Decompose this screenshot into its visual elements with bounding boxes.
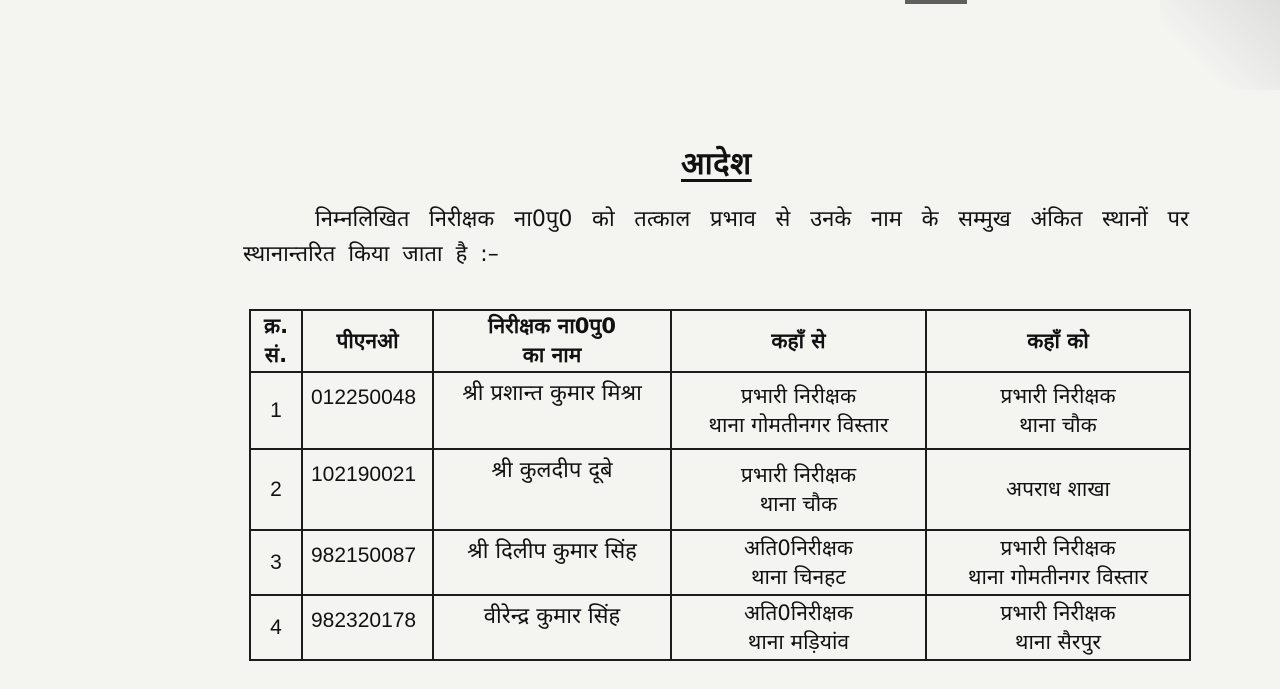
- cell-serial-number: 4: [250, 595, 302, 660]
- transfer-table: [249, 309, 1191, 661]
- header-pno: पीएनओ: [302, 310, 433, 372]
- cell-from: [671, 595, 926, 660]
- cell-to-line-1: प्रभारी निरीक्षक: [1000, 535, 1116, 560]
- cell-from-line-1: प्रभारी निरीक्षक: [740, 462, 857, 487]
- scan-shadow: [1160, 0, 1280, 90]
- cell-from: [671, 372, 926, 449]
- cell-to-line-1: अपराध शाखा: [1006, 477, 1110, 501]
- header-serial-line-1: क्र.: [263, 314, 289, 338]
- table-row: [250, 595, 1190, 660]
- cell-serial-number: 2: [250, 449, 302, 530]
- cell-inspector-name: श्री दिलीप कुमार सिंह: [433, 530, 671, 595]
- cell-from: [671, 530, 926, 595]
- cell-inspector-name: वीरेन्द्र कुमार सिंह: [433, 595, 671, 660]
- cell-from-line-1: अति0निरीक्षक: [743, 600, 854, 625]
- header-name-line-2: का नाम: [522, 343, 582, 367]
- cell-from-line-2: थाना गोमतीनगर विस्तार: [708, 412, 889, 437]
- header-to: कहाँ को: [926, 310, 1190, 372]
- cell-from: [671, 449, 926, 530]
- cell-pno: 982150087: [302, 530, 433, 595]
- cell-to-line-1: प्रभारी निरीक्षक: [1000, 600, 1116, 625]
- cell-pno: 012250048: [302, 372, 433, 449]
- header-name-line-1: निरीक्षक ना0पु0: [488, 314, 616, 338]
- cell-to: [926, 449, 1190, 530]
- header-inspector-name: [433, 310, 671, 372]
- cell-to-line-2: थाना चौक: [1019, 412, 1097, 437]
- cell-to-line-2: थाना गोमतीनगर विस्तार: [968, 564, 1148, 589]
- cell-from-line-2: थाना चिनहट: [751, 564, 846, 589]
- cell-from-line-2: थाना चौक: [759, 491, 838, 516]
- order-title: आदेश: [681, 146, 752, 182]
- cell-inspector-name: श्री कुलदीप दूबे: [433, 449, 671, 530]
- cell-to-line-1: प्रभारी निरीक्षक: [1000, 383, 1116, 408]
- cell-inspector-name: श्री प्रशान्त कुमार मिश्रा: [433, 372, 671, 449]
- table-row: [250, 372, 1190, 449]
- header-serial-number: [250, 310, 302, 372]
- cell-pno: 102190021: [302, 449, 433, 530]
- cell-to: [926, 530, 1190, 595]
- header-from: कहाँ से: [671, 310, 926, 372]
- order-intro-paragraph: निम्नलिखित निरीक्षक ना0पु0 को तत्काल प्रभाव से उनके नाम के सम्मुख अंकित स्थानों पर स्थानान्तरित किया जाता है :–: [243, 207, 1189, 267]
- table-row: [250, 449, 1190, 530]
- cell-from-line-1: प्रभारी निरीक्षक: [740, 383, 857, 408]
- cell-from-line-2: थाना मड़ियांव: [747, 629, 850, 654]
- table-header-row: [250, 310, 1190, 372]
- cell-pno: 982320178: [302, 595, 433, 660]
- cell-to-line-2: थाना सैरपुर: [1015, 629, 1101, 654]
- table-row: [250, 530, 1190, 595]
- cell-to: [926, 372, 1190, 449]
- header-serial-line-2: सं.: [264, 343, 288, 367]
- cell-from-line-1: अति0निरीक्षक: [743, 535, 854, 560]
- cell-serial-number: 3: [250, 530, 302, 595]
- cell-to: [926, 595, 1190, 660]
- scan-edge-mark: [905, 0, 967, 4]
- cell-serial-number: 1: [250, 372, 302, 449]
